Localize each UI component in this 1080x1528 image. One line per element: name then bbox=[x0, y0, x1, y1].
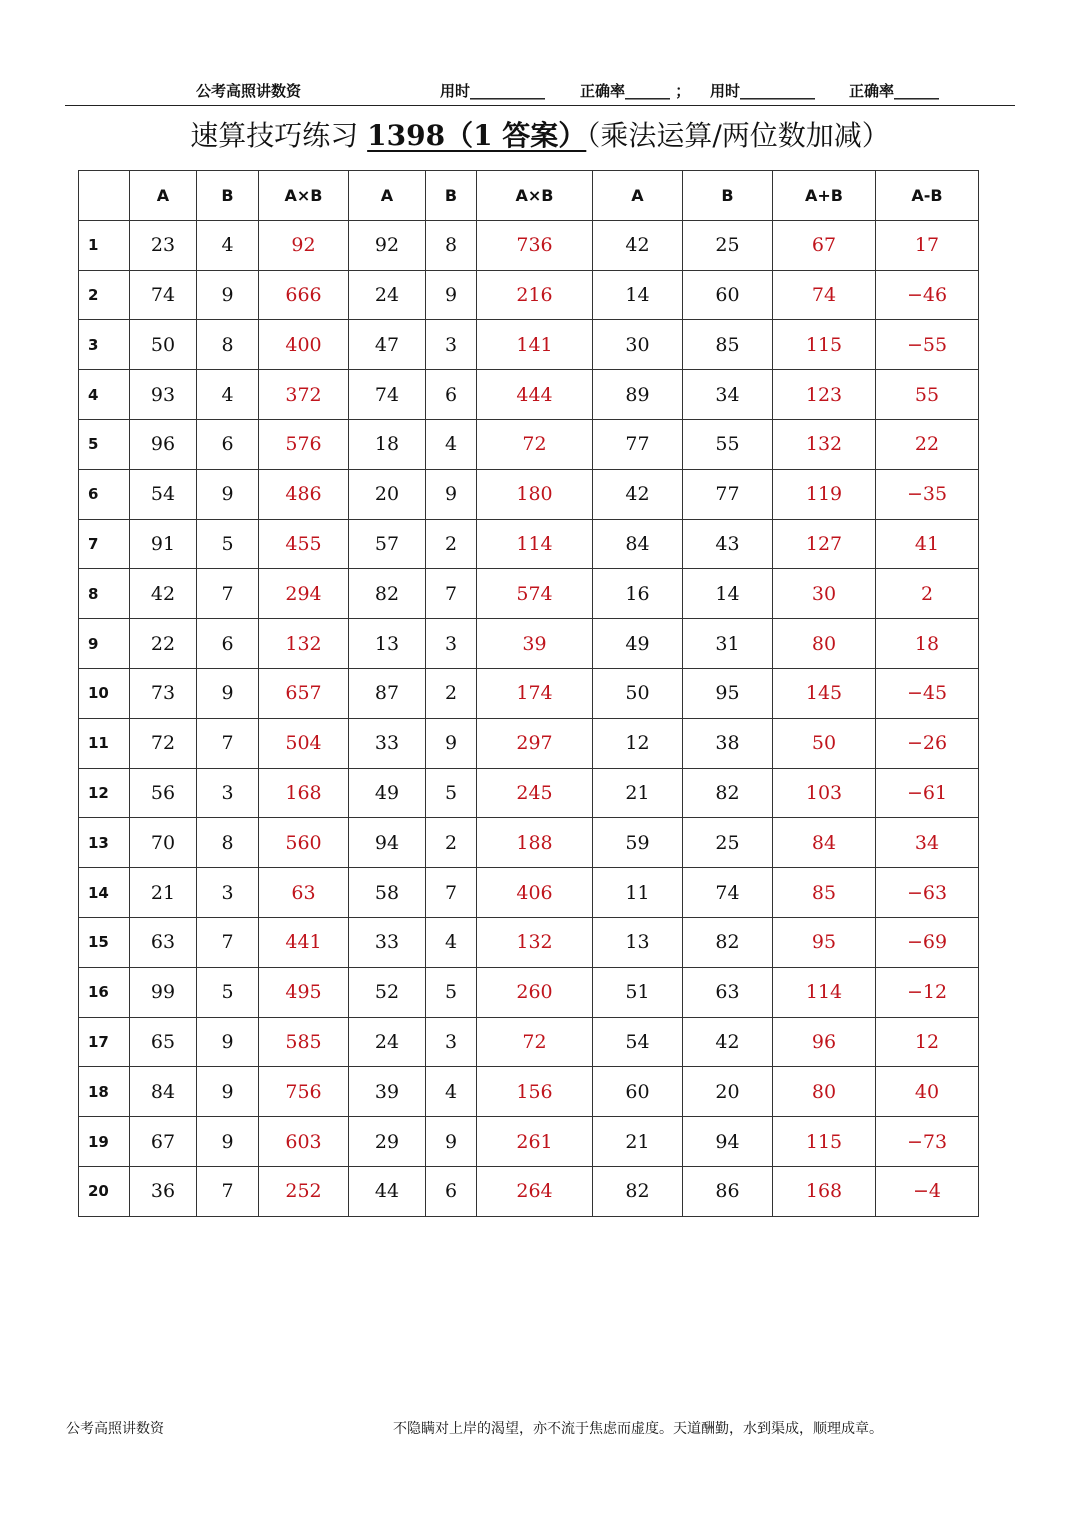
worksheet-header bbox=[0, 80, 1080, 108]
header-divider bbox=[65, 105, 1015, 106]
operand-cell: 92 bbox=[349, 220, 426, 270]
answer-cell: 63 bbox=[259, 868, 349, 918]
answer-cell: 41 bbox=[876, 519, 979, 569]
operand-cell: 33 bbox=[349, 718, 426, 768]
row-number: 13 bbox=[79, 818, 130, 868]
operand-cell: 82 bbox=[349, 569, 426, 619]
table-row bbox=[79, 1117, 979, 1167]
answer-cell: 72 bbox=[477, 419, 593, 469]
operand-cell: 5 bbox=[426, 967, 477, 1017]
answer-cell: 188 bbox=[477, 818, 593, 868]
operand-cell: 42 bbox=[683, 1017, 773, 1067]
answer-cell: 574 bbox=[477, 569, 593, 619]
operand-cell: 60 bbox=[593, 1067, 683, 1117]
operand-cell: 42 bbox=[593, 220, 683, 270]
operand-cell: 4 bbox=[426, 419, 477, 469]
operand-cell: 24 bbox=[349, 270, 426, 320]
operand-cell: 36 bbox=[130, 1166, 197, 1216]
row-number: 7 bbox=[79, 519, 130, 569]
title-right: （乘法运算/两位数加减） bbox=[586, 119, 890, 152]
answer-cell: 84 bbox=[773, 818, 876, 868]
answer-cell: 252 bbox=[259, 1166, 349, 1216]
row-number: 4 bbox=[79, 370, 130, 420]
row-number: 15 bbox=[79, 917, 130, 967]
answer-cell: 103 bbox=[773, 768, 876, 818]
table-row bbox=[79, 818, 979, 868]
operand-cell: 2 bbox=[426, 668, 477, 718]
operand-cell: 11 bbox=[593, 868, 683, 918]
operand-cell: 24 bbox=[349, 1017, 426, 1067]
title-set-number: 1398（1 答案） bbox=[367, 119, 587, 152]
operand-cell: 47 bbox=[349, 320, 426, 370]
answer-cell: 156 bbox=[477, 1067, 593, 1117]
column-header: A×B bbox=[477, 171, 593, 221]
answer-cell: 168 bbox=[773, 1166, 876, 1216]
answer-cell: 12 bbox=[876, 1017, 979, 1067]
row-number: 12 bbox=[79, 768, 130, 818]
operand-cell: 82 bbox=[683, 768, 773, 818]
operand-cell: 20 bbox=[683, 1067, 773, 1117]
answer-cell: 666 bbox=[259, 270, 349, 320]
answer-cell: −46 bbox=[876, 270, 979, 320]
operand-cell: 93 bbox=[130, 370, 197, 420]
operand-cell: 3 bbox=[426, 320, 477, 370]
answer-cell: 2 bbox=[876, 569, 979, 619]
answer-cell: 245 bbox=[477, 768, 593, 818]
operand-cell: 54 bbox=[593, 1017, 683, 1067]
operand-cell: 8 bbox=[426, 220, 477, 270]
answer-cell: 216 bbox=[477, 270, 593, 320]
operand-cell: 60 bbox=[683, 270, 773, 320]
footer-brand: 公考高照讲数资 bbox=[66, 1421, 164, 1437]
operand-cell: 55 bbox=[683, 419, 773, 469]
row-number: 17 bbox=[79, 1017, 130, 1067]
table-row bbox=[79, 1017, 979, 1067]
answer-cell: 486 bbox=[259, 469, 349, 519]
operand-cell: 54 bbox=[130, 469, 197, 519]
table-row bbox=[79, 967, 979, 1017]
answer-cell: 123 bbox=[773, 370, 876, 420]
row-number: 19 bbox=[79, 1117, 130, 1167]
operand-cell: 4 bbox=[426, 1067, 477, 1117]
column-header: A+B bbox=[773, 171, 876, 221]
operand-cell: 49 bbox=[349, 768, 426, 818]
answer-cell: 145 bbox=[773, 668, 876, 718]
answer-cell: 115 bbox=[773, 1117, 876, 1167]
answer-cell: 260 bbox=[477, 967, 593, 1017]
answer-cell: 67 bbox=[773, 220, 876, 270]
operand-cell: 63 bbox=[130, 917, 197, 967]
operand-cell: 6 bbox=[197, 419, 259, 469]
answer-cell: 55 bbox=[876, 370, 979, 420]
operand-cell: 59 bbox=[593, 818, 683, 868]
operand-cell: 16 bbox=[593, 569, 683, 619]
operand-cell: 72 bbox=[130, 718, 197, 768]
operand-cell: 9 bbox=[197, 1067, 259, 1117]
answer-cell: 132 bbox=[773, 419, 876, 469]
operand-cell: 39 bbox=[349, 1067, 426, 1117]
operand-cell: 23 bbox=[130, 220, 197, 270]
operand-cell: 22 bbox=[130, 619, 197, 669]
answer-cell: 80 bbox=[773, 1067, 876, 1117]
answer-cell: 39 bbox=[477, 619, 593, 669]
answer-cell: 80 bbox=[773, 619, 876, 669]
answer-cell: 115 bbox=[773, 320, 876, 370]
answer-cell: −63 bbox=[876, 868, 979, 918]
operand-cell: 67 bbox=[130, 1117, 197, 1167]
row-number: 5 bbox=[79, 419, 130, 469]
operand-cell: 85 bbox=[683, 320, 773, 370]
operand-cell: 9 bbox=[197, 469, 259, 519]
practice-table bbox=[78, 170, 979, 1217]
time-field-1: 用时__________ bbox=[440, 82, 546, 100]
operand-cell: 96 bbox=[130, 419, 197, 469]
operand-cell: 9 bbox=[197, 668, 259, 718]
answer-cell: 50 bbox=[773, 718, 876, 768]
operand-cell: 4 bbox=[197, 370, 259, 420]
table-row bbox=[79, 718, 979, 768]
table-row bbox=[79, 768, 979, 818]
answer-cell: 261 bbox=[477, 1117, 593, 1167]
operand-cell: 38 bbox=[683, 718, 773, 768]
table-row bbox=[79, 1067, 979, 1117]
operand-cell: 42 bbox=[593, 469, 683, 519]
row-number: 6 bbox=[79, 469, 130, 519]
answer-cell: 180 bbox=[477, 469, 593, 519]
table-row bbox=[79, 1166, 979, 1216]
row-number: 3 bbox=[79, 320, 130, 370]
operand-cell: 7 bbox=[197, 917, 259, 967]
accuracy-field-1: 正确率______ ； bbox=[580, 82, 691, 100]
answer-cell: −12 bbox=[876, 967, 979, 1017]
operand-cell: 3 bbox=[426, 1017, 477, 1067]
operand-cell: 49 bbox=[593, 619, 683, 669]
answer-cell: 127 bbox=[773, 519, 876, 569]
answer-cell: 40 bbox=[876, 1067, 979, 1117]
operand-cell: 87 bbox=[349, 668, 426, 718]
answer-cell: 504 bbox=[259, 718, 349, 768]
answer-cell: 34 bbox=[876, 818, 979, 868]
answer-cell: 74 bbox=[773, 270, 876, 320]
table-row bbox=[79, 270, 979, 320]
operand-cell: 33 bbox=[349, 917, 426, 967]
operand-cell: 14 bbox=[683, 569, 773, 619]
operand-cell: 9 bbox=[426, 718, 477, 768]
operand-cell: 7 bbox=[426, 569, 477, 619]
operand-cell: 3 bbox=[197, 768, 259, 818]
operand-cell: 99 bbox=[130, 967, 197, 1017]
answer-cell: 92 bbox=[259, 220, 349, 270]
answer-cell: 441 bbox=[259, 917, 349, 967]
answer-cell: 495 bbox=[259, 967, 349, 1017]
operand-cell: 9 bbox=[197, 1117, 259, 1167]
operand-cell: 5 bbox=[426, 768, 477, 818]
answer-cell: −69 bbox=[876, 917, 979, 967]
operand-cell: 65 bbox=[130, 1017, 197, 1067]
operand-cell: 13 bbox=[349, 619, 426, 669]
operand-cell: 43 bbox=[683, 519, 773, 569]
answer-cell: 297 bbox=[477, 718, 593, 768]
operand-cell: 34 bbox=[683, 370, 773, 420]
operand-cell: 84 bbox=[130, 1067, 197, 1117]
operand-cell: 73 bbox=[130, 668, 197, 718]
operand-cell: 21 bbox=[130, 868, 197, 918]
operand-cell: 8 bbox=[197, 818, 259, 868]
table-row bbox=[79, 220, 979, 270]
operand-cell: 51 bbox=[593, 967, 683, 1017]
answer-cell: −73 bbox=[876, 1117, 979, 1167]
operand-cell: 31 bbox=[683, 619, 773, 669]
column-header: A×B bbox=[259, 171, 349, 221]
page-title bbox=[0, 114, 1080, 154]
operand-cell: 8 bbox=[197, 320, 259, 370]
table-header-row bbox=[79, 171, 979, 221]
answer-cell: 264 bbox=[477, 1166, 593, 1216]
row-number: 2 bbox=[79, 270, 130, 320]
operand-cell: 7 bbox=[197, 718, 259, 768]
answer-cell: 603 bbox=[259, 1117, 349, 1167]
operand-cell: 57 bbox=[349, 519, 426, 569]
operand-cell: 12 bbox=[593, 718, 683, 768]
answer-cell: 85 bbox=[773, 868, 876, 918]
table-row bbox=[79, 519, 979, 569]
row-number: 14 bbox=[79, 868, 130, 918]
answer-cell: 141 bbox=[477, 320, 593, 370]
operand-cell: 6 bbox=[426, 1166, 477, 1216]
operand-cell: 21 bbox=[593, 768, 683, 818]
operand-cell: 63 bbox=[683, 967, 773, 1017]
answer-cell: 72 bbox=[477, 1017, 593, 1067]
answer-cell: 22 bbox=[876, 419, 979, 469]
operand-cell: 9 bbox=[197, 270, 259, 320]
answer-cell: 294 bbox=[259, 569, 349, 619]
row-number: 1 bbox=[79, 220, 130, 270]
operand-cell: 9 bbox=[426, 270, 477, 320]
answer-cell: 132 bbox=[477, 917, 593, 967]
answer-cell: 444 bbox=[477, 370, 593, 420]
operand-cell: 95 bbox=[683, 668, 773, 718]
operand-cell: 50 bbox=[593, 668, 683, 718]
operand-cell: 25 bbox=[683, 220, 773, 270]
answer-cell: −45 bbox=[876, 668, 979, 718]
operand-cell: 4 bbox=[426, 917, 477, 967]
title-left: 速算技巧练习 bbox=[190, 119, 368, 152]
operand-cell: 91 bbox=[130, 519, 197, 569]
answer-cell: −26 bbox=[876, 718, 979, 768]
column-header: A bbox=[593, 171, 683, 221]
answer-cell: 400 bbox=[259, 320, 349, 370]
operand-cell: 52 bbox=[349, 967, 426, 1017]
column-header: B bbox=[197, 171, 259, 221]
operand-cell: 58 bbox=[349, 868, 426, 918]
answer-cell: −61 bbox=[876, 768, 979, 818]
answer-cell: −35 bbox=[876, 469, 979, 519]
operand-cell: 5 bbox=[197, 967, 259, 1017]
operand-cell: 74 bbox=[349, 370, 426, 420]
operand-cell: 86 bbox=[683, 1166, 773, 1216]
answer-cell: 18 bbox=[876, 619, 979, 669]
operand-cell: 6 bbox=[426, 370, 477, 420]
answer-cell: 114 bbox=[477, 519, 593, 569]
operand-cell: 56 bbox=[130, 768, 197, 818]
operand-cell: 14 bbox=[593, 270, 683, 320]
answer-cell: 168 bbox=[259, 768, 349, 818]
column-header: A-B bbox=[876, 171, 979, 221]
answer-cell: 174 bbox=[477, 668, 593, 718]
column-header: B bbox=[426, 171, 477, 221]
operand-cell: 6 bbox=[197, 619, 259, 669]
answer-cell: 585 bbox=[259, 1017, 349, 1067]
operand-cell: 74 bbox=[130, 270, 197, 320]
operand-cell: 9 bbox=[197, 1017, 259, 1067]
operand-cell: 77 bbox=[593, 419, 683, 469]
operand-cell: 77 bbox=[683, 469, 773, 519]
table-row bbox=[79, 469, 979, 519]
table-row bbox=[79, 370, 979, 420]
operand-cell: 70 bbox=[130, 818, 197, 868]
answer-cell: 372 bbox=[259, 370, 349, 420]
answer-cell: 406 bbox=[477, 868, 593, 918]
answer-cell: −4 bbox=[876, 1166, 979, 1216]
table-row bbox=[79, 868, 979, 918]
operand-cell: 94 bbox=[349, 818, 426, 868]
column-header bbox=[79, 171, 130, 221]
table-row bbox=[79, 917, 979, 967]
answer-cell: 30 bbox=[773, 569, 876, 619]
operand-cell: 18 bbox=[349, 419, 426, 469]
operand-cell: 13 bbox=[593, 917, 683, 967]
operand-cell: 89 bbox=[593, 370, 683, 420]
row-number: 16 bbox=[79, 967, 130, 1017]
operand-cell: 50 bbox=[130, 320, 197, 370]
operand-cell: 20 bbox=[349, 469, 426, 519]
operand-cell: 3 bbox=[426, 619, 477, 669]
operand-cell: 42 bbox=[130, 569, 197, 619]
table-row bbox=[79, 569, 979, 619]
operand-cell: 4 bbox=[197, 220, 259, 270]
answer-cell: 736 bbox=[477, 220, 593, 270]
operand-cell: 9 bbox=[426, 1117, 477, 1167]
answer-cell: 119 bbox=[773, 469, 876, 519]
operand-cell: 74 bbox=[683, 868, 773, 918]
row-number: 18 bbox=[79, 1067, 130, 1117]
accuracy-field-2: 正确率______ bbox=[849, 82, 940, 100]
header-brand: 公考高照讲数资 bbox=[196, 82, 302, 100]
operand-cell: 2 bbox=[426, 818, 477, 868]
answer-cell: 657 bbox=[259, 668, 349, 718]
operand-cell: 94 bbox=[683, 1117, 773, 1167]
operand-cell: 30 bbox=[593, 320, 683, 370]
column-header: A bbox=[349, 171, 426, 221]
operand-cell: 44 bbox=[349, 1166, 426, 1216]
table-row bbox=[79, 320, 979, 370]
row-number: 11 bbox=[79, 718, 130, 768]
answer-cell: 132 bbox=[259, 619, 349, 669]
answer-cell: 17 bbox=[876, 220, 979, 270]
row-number: 8 bbox=[79, 569, 130, 619]
column-header: B bbox=[683, 171, 773, 221]
answer-cell: 96 bbox=[773, 1017, 876, 1067]
operand-cell: 2 bbox=[426, 519, 477, 569]
answer-cell: 95 bbox=[773, 917, 876, 967]
operand-cell: 21 bbox=[593, 1117, 683, 1167]
operand-cell: 7 bbox=[426, 868, 477, 918]
footer-motto: 不隐瞒对上岸的渴望，亦不流于焦虑而虚度。天道酬勤，水到渠成，顺理成章。 bbox=[393, 1421, 883, 1437]
operand-cell: 82 bbox=[593, 1166, 683, 1216]
operand-cell: 29 bbox=[349, 1117, 426, 1167]
operand-cell: 82 bbox=[683, 917, 773, 967]
answer-cell: 576 bbox=[259, 419, 349, 469]
table-row bbox=[79, 619, 979, 669]
operand-cell: 84 bbox=[593, 519, 683, 569]
column-header: A bbox=[130, 171, 197, 221]
answer-cell: 560 bbox=[259, 818, 349, 868]
operand-cell: 5 bbox=[197, 519, 259, 569]
table-row bbox=[79, 668, 979, 718]
row-number: 10 bbox=[79, 668, 130, 718]
operand-cell: 25 bbox=[683, 818, 773, 868]
operand-cell: 7 bbox=[197, 569, 259, 619]
operand-cell: 7 bbox=[197, 1166, 259, 1216]
row-number: 9 bbox=[79, 619, 130, 669]
answer-cell: −55 bbox=[876, 320, 979, 370]
table-row bbox=[79, 419, 979, 469]
answer-cell: 455 bbox=[259, 519, 349, 569]
operand-cell: 3 bbox=[197, 868, 259, 918]
operand-cell: 9 bbox=[426, 469, 477, 519]
answer-cell: 756 bbox=[259, 1067, 349, 1117]
row-number: 20 bbox=[79, 1166, 130, 1216]
answer-cell: 114 bbox=[773, 967, 876, 1017]
time-field-2: 用时__________ bbox=[710, 82, 816, 100]
